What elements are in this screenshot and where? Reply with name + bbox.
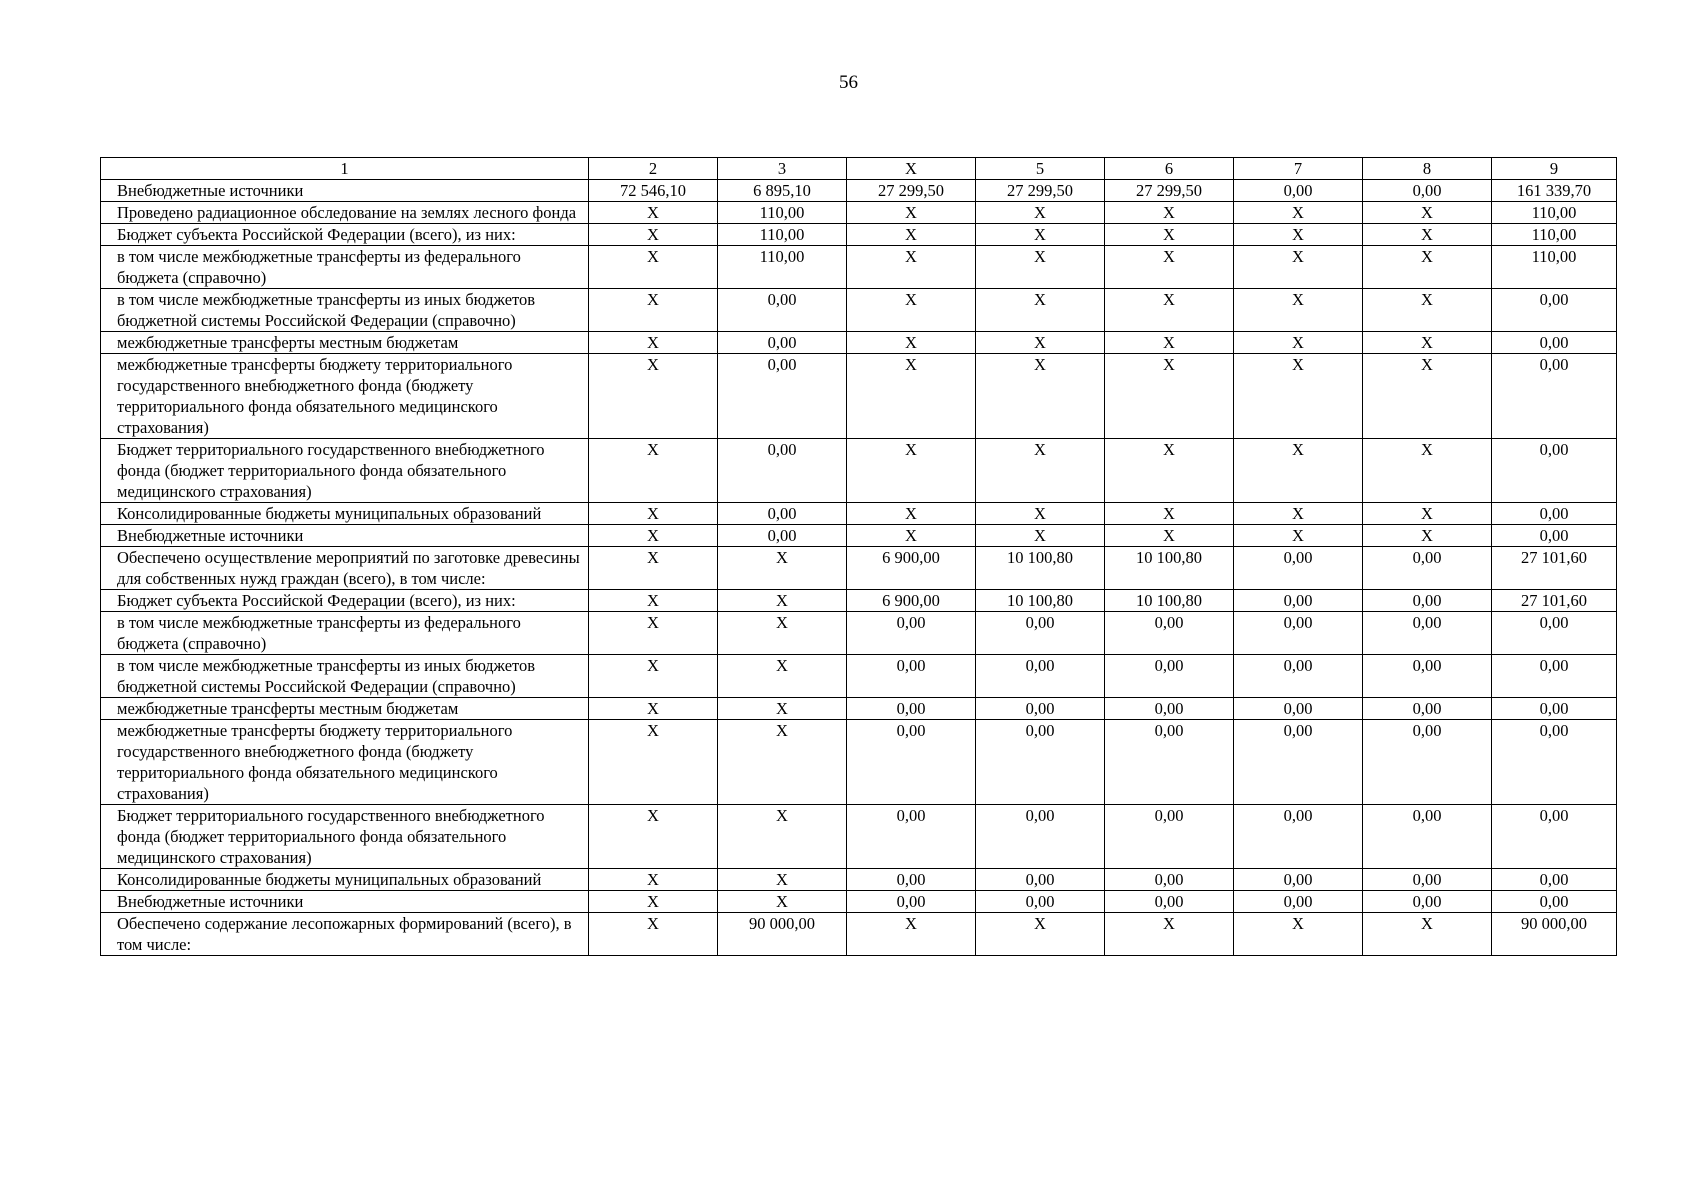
value-cell: X [589,612,718,655]
value-cell: X [976,332,1105,354]
value-cell: X [847,503,976,525]
table-row [101,590,1617,612]
value-cell: X [718,720,847,805]
value-cell: X [589,439,718,503]
table-row [101,503,1617,525]
value-cell: X [589,202,718,224]
value-cell: 0,00 [1105,869,1234,891]
value-cell: X [589,224,718,246]
value-cell: 0,00 [976,869,1105,891]
value-cell: X [589,891,718,913]
row-label-cell: Бюджет субъекта Российской Федерации (всего), из них: [101,590,589,612]
table-row [101,246,1617,289]
value-cell: 0,00 [1492,439,1617,503]
value-cell: 0,00 [1234,698,1363,720]
value-cell: X [976,202,1105,224]
value-cell: 0,00 [1363,590,1492,612]
value-cell: 0,00 [847,612,976,655]
value-cell: 0,00 [847,891,976,913]
value-cell: 90 000,00 [1492,913,1617,956]
value-cell: X [589,805,718,869]
value-cell: 6 895,10 [718,180,847,202]
value-cell: 0,00 [1234,547,1363,590]
value-cell: X [589,289,718,332]
value-cell: 0,00 [976,655,1105,698]
column-header: 2 [589,158,718,180]
value-cell: X [847,525,976,547]
value-cell: X [976,289,1105,332]
value-cell: 0,00 [847,655,976,698]
value-cell: X [1234,202,1363,224]
table-row [101,332,1617,354]
value-cell: 0,00 [976,698,1105,720]
value-cell: 10 100,80 [976,590,1105,612]
value-cell: X [1234,354,1363,439]
value-cell: 27 101,60 [1492,590,1617,612]
row-label-cell: в том числе межбюджетные трансферты из иных бюджетов бюджетной системы Российской Федерации (справочно) [101,289,589,332]
value-cell: X [847,354,976,439]
value-cell: 0,00 [1363,655,1492,698]
table-row [101,612,1617,655]
row-label-cell: межбюджетные трансферты местным бюджетам [101,332,589,354]
value-cell: 110,00 [1492,202,1617,224]
value-cell: 0,00 [847,805,976,869]
value-cell: X [589,720,718,805]
row-label-cell: межбюджетные трансферты бюджету территориального государственного внебюджетного фонда (бюджету территориального фонда обязательного медицинского страхования) [101,354,589,439]
value-cell: 110,00 [718,246,847,289]
value-cell: X [718,891,847,913]
row-label-cell: Обеспечено осуществление мероприятий по заготовке древесины для собственных нужд граждан (всего), в том числе: [101,547,589,590]
value-cell: 0,00 [976,612,1105,655]
value-cell: 110,00 [1492,246,1617,289]
value-cell: 0,00 [1363,612,1492,655]
value-cell: 0,00 [1492,525,1617,547]
value-cell: X [976,503,1105,525]
value-cell: 0,00 [847,720,976,805]
value-cell: 110,00 [1492,224,1617,246]
value-cell: X [1234,525,1363,547]
value-cell: X [1105,354,1234,439]
value-cell: X [718,590,847,612]
value-cell: X [1363,503,1492,525]
value-cell: 0,00 [847,869,976,891]
column-header: 3 [718,158,847,180]
value-cell: X [1105,439,1234,503]
value-cell: 0,00 [718,525,847,547]
value-cell: 6 900,00 [847,590,976,612]
value-cell: X [1105,503,1234,525]
value-cell: 27 299,50 [976,180,1105,202]
value-cell: 0,00 [1105,891,1234,913]
value-cell: 0,00 [976,891,1105,913]
value-cell: 0,00 [1492,698,1617,720]
column-header: 1 [101,158,589,180]
value-cell: 0,00 [718,289,847,332]
row-label-cell: Внебюджетные источники [101,180,589,202]
value-cell: 0,00 [1105,612,1234,655]
value-cell: 0,00 [1492,655,1617,698]
page-number: 56 [839,72,858,93]
value-cell: 0,00 [1492,612,1617,655]
value-cell: 0,00 [718,439,847,503]
value-cell: X [1105,224,1234,246]
value-cell: X [976,246,1105,289]
value-cell: 90 000,00 [718,913,847,956]
table-row [101,891,1617,913]
value-cell: X [976,354,1105,439]
value-cell: X [589,525,718,547]
value-cell: 6 900,00 [847,547,976,590]
value-cell: 0,00 [1363,720,1492,805]
value-cell: X [589,590,718,612]
value-cell: 161 339,70 [1492,180,1617,202]
value-cell: X [847,246,976,289]
value-cell: 0,00 [1363,891,1492,913]
value-cell: X [589,503,718,525]
value-cell: X [718,547,847,590]
row-label-cell: Проведено радиационное обследование на землях лесного фонда [101,202,589,224]
value-cell: 0,00 [1105,720,1234,805]
column-header: 7 [1234,158,1363,180]
value-cell: 0,00 [1105,655,1234,698]
table-header-row [101,158,1617,180]
table-row [101,655,1617,698]
value-cell: 0,00 [1363,180,1492,202]
value-cell: X [1363,354,1492,439]
column-header: 5 [976,158,1105,180]
table-row [101,439,1617,503]
value-cell: 0,00 [1492,289,1617,332]
value-cell: 0,00 [1363,547,1492,590]
value-cell: 0,00 [1492,354,1617,439]
value-cell: X [589,246,718,289]
value-cell: X [976,439,1105,503]
value-cell: X [1234,913,1363,956]
value-cell: X [718,805,847,869]
column-header: X [847,158,976,180]
value-cell: 0,00 [1234,612,1363,655]
value-cell: X [1234,332,1363,354]
value-cell: 0,00 [1492,805,1617,869]
value-cell: 0,00 [1492,891,1617,913]
table-row [101,354,1617,439]
value-cell: X [1234,289,1363,332]
budget-table [100,157,1617,956]
value-cell: 0,00 [1234,720,1363,805]
column-header: 6 [1105,158,1234,180]
value-cell: X [1363,289,1492,332]
value-cell: X [718,612,847,655]
value-cell: 0,00 [1363,805,1492,869]
table-row [101,224,1617,246]
value-cell: X [1105,202,1234,224]
value-cell: X [718,698,847,720]
value-cell: 0,00 [847,698,976,720]
value-cell: 0,00 [718,354,847,439]
value-cell: 0,00 [718,332,847,354]
row-label-cell: Консолидированные бюджеты муниципальных образований [101,869,589,891]
value-cell: 0,00 [976,720,1105,805]
value-cell: 0,00 [1492,869,1617,891]
value-cell: 0,00 [976,805,1105,869]
value-cell: X [976,913,1105,956]
value-cell: X [718,655,847,698]
row-label-cell: Внебюджетные источники [101,891,589,913]
row-label-cell: в том числе межбюджетные трансферты из иных бюджетов бюджетной системы Российской Федерации (справочно) [101,655,589,698]
value-cell: 27 101,60 [1492,547,1617,590]
value-cell: X [976,525,1105,547]
value-cell: X [847,439,976,503]
value-cell: X [589,332,718,354]
value-cell: 27 299,50 [1105,180,1234,202]
value-cell: X [1105,332,1234,354]
row-label-cell: межбюджетные трансферты бюджету территориального государственного внебюджетного фонда (бюджету территориального фонда обязательного медицинского страхования) [101,720,589,805]
table-row [101,289,1617,332]
value-cell: 0,00 [1105,698,1234,720]
value-cell: X [976,224,1105,246]
value-cell: 0,00 [1492,332,1617,354]
value-cell: 0,00 [1234,805,1363,869]
value-cell: X [589,698,718,720]
row-label-cell: Консолидированные бюджеты муниципальных образований [101,503,589,525]
value-cell: X [589,354,718,439]
table-row [101,869,1617,891]
value-cell: 0,00 [1234,891,1363,913]
value-cell: X [1105,525,1234,547]
value-cell: X [847,332,976,354]
row-label-cell: Бюджет территориального государственного внебюджетного фонда (бюджет территориального фонда обязательного медицинского страхования) [101,439,589,503]
value-cell: 0,00 [1492,720,1617,805]
value-cell: 0,00 [1234,590,1363,612]
value-cell: X [589,913,718,956]
value-cell: X [1363,913,1492,956]
row-label-cell: Обеспечено содержание лесопожарных формирований (всего), в том числе: [101,913,589,956]
column-header: 9 [1492,158,1617,180]
value-cell: X [1363,332,1492,354]
table-row [101,202,1617,224]
value-cell: X [1234,224,1363,246]
value-cell: X [589,869,718,891]
value-cell: X [1234,439,1363,503]
value-cell: X [1363,202,1492,224]
value-cell: 0,00 [1363,869,1492,891]
value-cell: 0,00 [1363,698,1492,720]
value-cell: 0,00 [718,503,847,525]
value-cell: X [1234,246,1363,289]
value-cell: X [847,913,976,956]
value-cell: 10 100,80 [1105,547,1234,590]
value-cell: X [1363,224,1492,246]
value-cell: 0,00 [1234,180,1363,202]
table-row [101,180,1617,202]
value-cell: 0,00 [1105,805,1234,869]
column-header: 8 [1363,158,1492,180]
value-cell: X [847,202,976,224]
value-cell: X [1363,246,1492,289]
value-cell: X [589,547,718,590]
value-cell: X [847,224,976,246]
table-row [101,547,1617,590]
table-row [101,698,1617,720]
value-cell: X [1363,439,1492,503]
value-cell: 10 100,80 [976,547,1105,590]
table-row [101,720,1617,805]
value-cell: 110,00 [718,202,847,224]
row-label-cell: Бюджет территориального государственного внебюджетного фонда (бюджет территориального фонда обязательного медицинского страхования) [101,805,589,869]
value-cell: 0,00 [1234,655,1363,698]
table-row [101,805,1617,869]
value-cell: X [589,655,718,698]
value-cell: 0,00 [1492,503,1617,525]
value-cell: X [847,289,976,332]
value-cell: X [1105,913,1234,956]
value-cell: X [1363,525,1492,547]
value-cell: X [1105,246,1234,289]
value-cell: 10 100,80 [1105,590,1234,612]
row-label-cell: в том числе межбюджетные трансферты из федерального бюджета (справочно) [101,246,589,289]
value-cell: 110,00 [718,224,847,246]
row-label-cell: в том числе межбюджетные трансферты из федерального бюджета (справочно) [101,612,589,655]
table-row [101,525,1617,547]
row-label-cell: Внебюджетные источники [101,525,589,547]
row-label-cell: межбюджетные трансферты местным бюджетам [101,698,589,720]
value-cell: 72 546,10 [589,180,718,202]
row-label-cell: Бюджет субъекта Российской Федерации (всего), из них: [101,224,589,246]
value-cell: 27 299,50 [847,180,976,202]
value-cell: X [718,869,847,891]
value-cell: X [1105,289,1234,332]
value-cell: 0,00 [1234,869,1363,891]
value-cell: X [1234,503,1363,525]
table-row [101,913,1617,956]
